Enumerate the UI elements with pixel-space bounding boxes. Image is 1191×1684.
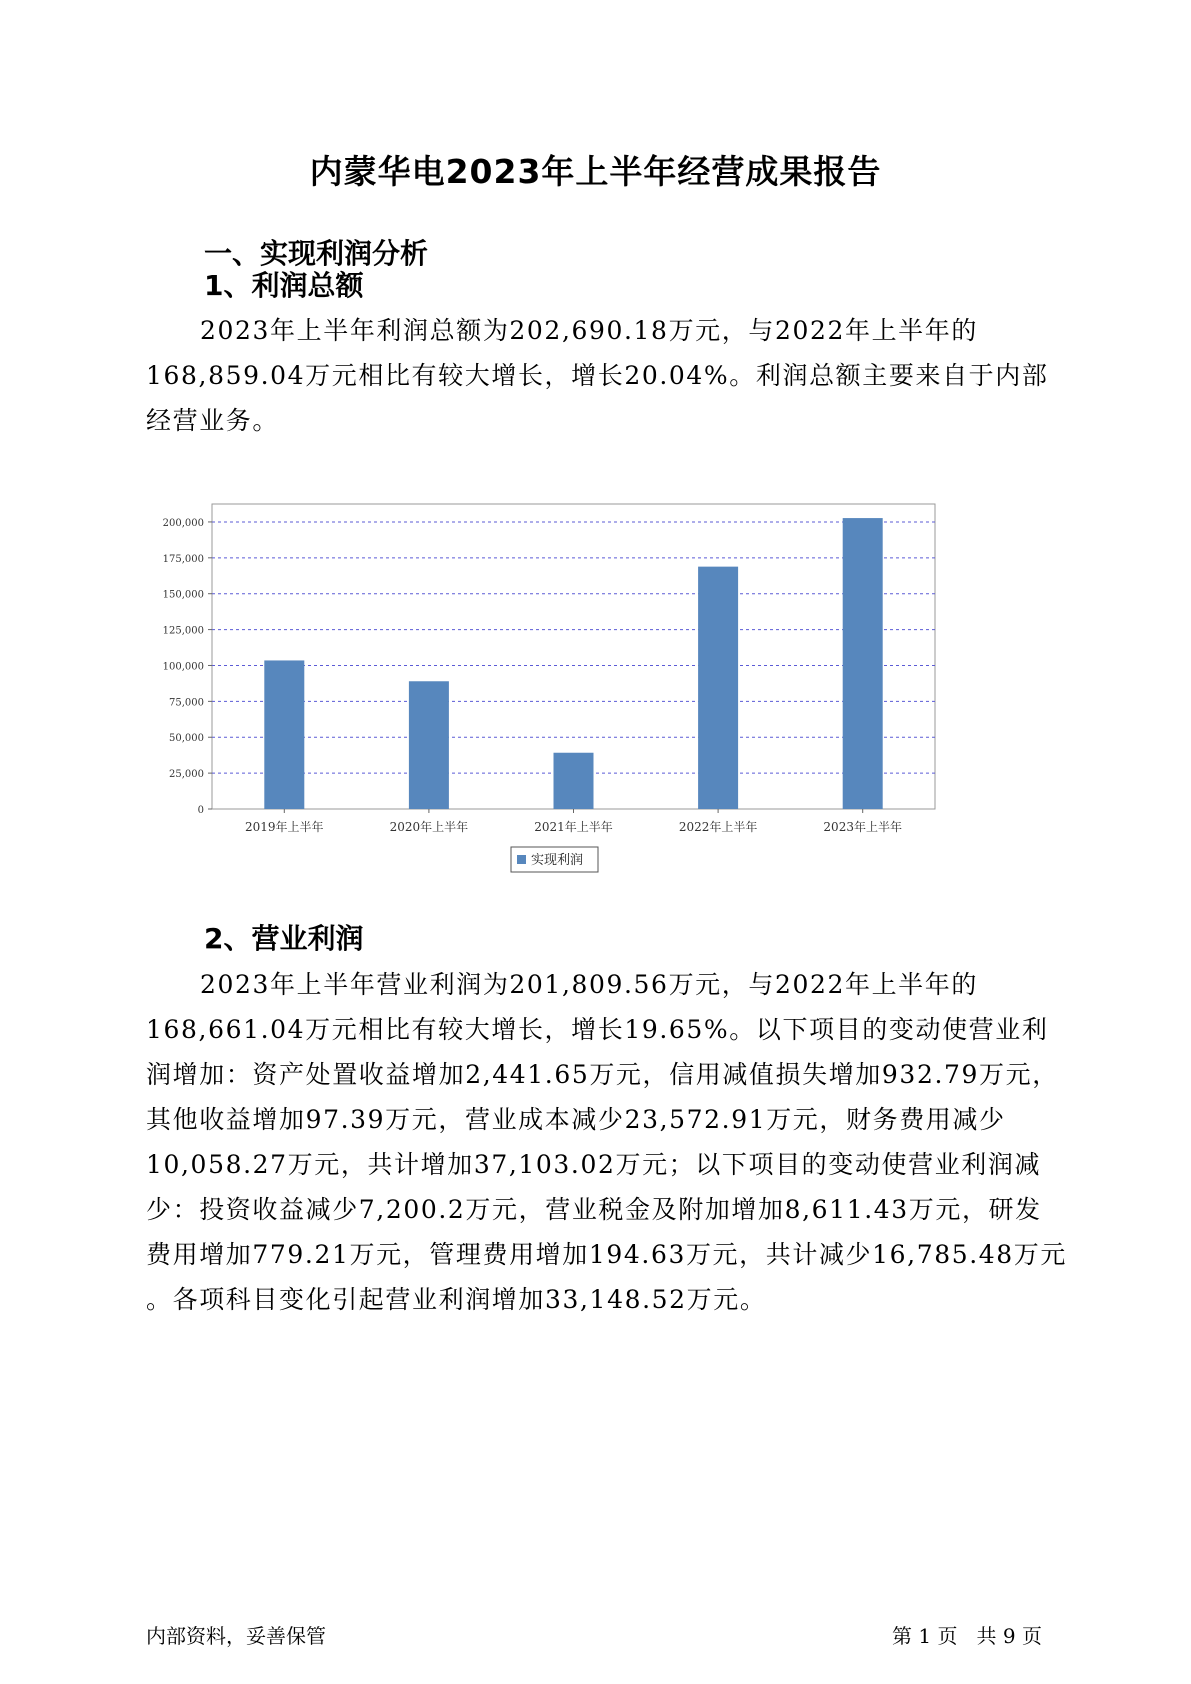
footer-page-number: 第 1 页 共 9 页	[892, 1624, 1042, 1648]
paragraph-line: 经营业务。	[146, 406, 280, 435]
bar	[698, 567, 738, 809]
chart-canvas	[150, 492, 1030, 952]
y-tick-label: 0	[197, 805, 204, 816]
operating-profit-paragraph	[146, 962, 1067, 1322]
paragraph-line: 168,661.04万元相比有较大增长，增长19.65%。以下项目的变动使营业利	[146, 1015, 1049, 1044]
footer-confidential-note: 内部资料，妥善保管	[146, 1624, 326, 1648]
bar	[264, 660, 304, 809]
y-tick-label: 125,000	[162, 625, 204, 637]
bar	[409, 681, 449, 809]
bar	[554, 753, 594, 809]
x-tick-label: 2022年上半年	[678, 820, 758, 834]
document-title: 内蒙华电2023年上半年经营成果报告	[309, 152, 882, 191]
section-heading-profit-analysis: 一、实现利润分析	[204, 237, 429, 270]
subheading-total-profit: 1、利润总额	[204, 269, 364, 302]
y-tick-label: 175,000	[162, 553, 204, 565]
y-tick-label: 100,000	[162, 661, 204, 673]
x-tick-label: 2020年上半年	[389, 820, 469, 834]
paragraph-line: 2023年上半年营业利润为201,809.56万元，与2022年上半年的	[200, 970, 978, 999]
y-tick-label: 50,000	[169, 733, 204, 745]
y-tick-label: 150,000	[162, 589, 204, 601]
paragraph-line: 费用增加779.21万元，管理费用增加194.63万元，共计减少16,785.48万元	[146, 1240, 1067, 1269]
subheading-operating-profit: 2、营业利润	[204, 922, 364, 955]
paragraph-line: 10,058.27万元，共计增加37,103.02万元；以下项目的变动使营业利润减	[146, 1150, 1042, 1179]
paragraph-line: 其他收益增加97.39万元，营业成本减少23,572.91万元，财务费用减少	[146, 1105, 1006, 1134]
y-tick-label: 25,000	[169, 769, 204, 781]
legend-label: 实现利润	[531, 853, 584, 868]
y-tick-label: 200,000	[162, 517, 204, 529]
profit-bar-chart	[150, 492, 1030, 952]
legend-swatch	[517, 855, 526, 864]
paragraph-line: 2023年上半年利润总额为202,690.18万元，与2022年上半年的	[200, 316, 978, 345]
total-profit-paragraph	[146, 308, 1049, 443]
x-tick-label: 2019年上半年	[245, 820, 324, 834]
paragraph-line: 润增加：资产处置收益增加2,441.65万元，信用减值损失增加932.79万元，	[146, 1060, 1059, 1089]
paragraph-line: 少：投资收益减少7,200.2万元，营业税金及附加增加8,611.43万元，研发	[146, 1195, 1042, 1224]
paragraph-line: 。各项科目变化引起营业利润增加33,148.52万元。	[146, 1285, 767, 1314]
x-tick-label: 2023年上半年	[823, 820, 902, 834]
x-tick-label: 2021年上半年	[534, 820, 613, 834]
paragraph-line: 168,859.04万元相比有较大增长，增长20.04%。利润总额主要来自于内部	[146, 361, 1049, 390]
bar	[843, 518, 883, 809]
y-tick-label: 75,000	[169, 697, 204, 709]
